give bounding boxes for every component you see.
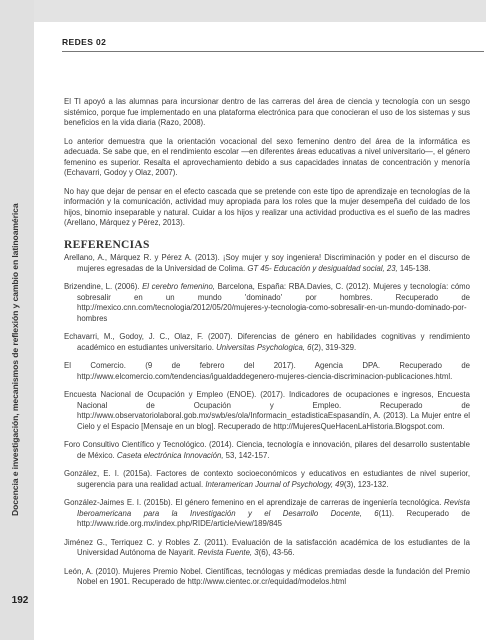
sidebar-vertical-title: Docencia e investigación, mecanismos de reflexión y cambio en latinoamérica: [10, 203, 20, 516]
reference-item: Jiménez G., Terriquez C. y Robles Z. (2011). Evaluación de la satisfacción académica de los estudiantes de la Universidad Autónoma de Nayarit. Revista Fuente, 3(6), 43-56.: [64, 537, 470, 557]
reference-item: Foro Consultivo Científico y Tecnológico. (2014). Ciencia, tecnología e innovación, pilares del desarrollo sustentable de México. Caseta electrónica Innovación, 53, 142-157.: [64, 440, 470, 460]
header-rule: [62, 51, 484, 52]
reference-item: Arellano, A., Márquez R. y Pérez A. (2013). ¡Soy mujer y soy ingeniera! Discriminación y poder en el discurso de mujeres egresadas de la Universidad de Colima. GT 45- Educación y desigualdad social, 23, 145-138.: [64, 253, 470, 273]
running-header: REDES 02: [62, 37, 107, 47]
page-number: 192: [11, 595, 29, 606]
references-list: [64, 253, 470, 588]
reference-item: Echavarri, M., Godoy, J. C., Olaz, F. (2007). Diferencias de género en habilidades cognitivas y rendimiento académico en estudiantes universitario. Universitas Psychologica, 6(2), 319-329.: [64, 332, 470, 352]
reference-item: González, E. I. (2015a). Factores de contexto socioeconómicos y educativos en estudiantes de nivel superior, sugerencia para una realidad actual. Interamerican Journal of Psychology, 49(3), 123-132.: [64, 469, 470, 489]
paragraph: Lo anterior demuestra que la orientación vocacional del sexo femenino dentro del área de la informática es adecuada. Se sabe que, en el rendimiento escolar —en diferentes áreas educativas a nivel universitario—, el género femenino es superior. Resalta el aprovechamiento debido a sus capacidades innatas de concentración y menoría (Echavarri, Godoy y Olaz, 2007).: [64, 136, 470, 177]
page-body: [64, 97, 470, 596]
reference-item: El Comercio. (9 de febrero del 2017). Agencia DPA. Recuperado de http://www.elcomercio.com/tendencias/igualdaddegenero-mujeres-ciencia-discriminacion-publicaciones.html.: [64, 361, 470, 381]
reference-item: Encuesta Nacional de Ocupación y Empleo (ENOE). (2017). Indicadores de ocupaciones e ingresos, Encuesta Nacional de Ocupación y Empleo. Recuperado de http://www.observatoriolaboral.gob.mx/swb/es/ola/Informacin_estadisticaEspasandín, A. (2013). La Mujer entre el Cielo y el Espacio [Mensaje en un blog]. Recuperado de http://MujeresQueHacenLaHistoria.Blogspot.com.: [64, 390, 470, 431]
top-bar: [0, 0, 486, 22]
reference-item: Brizendine, L. (2006). El cerebro femenino, Barcelona, España: RBA.Davies, C. (2012). Mujeres y tecnología: cómo sobresalir en un mundo 'dominado' por hombres. Recuperado de http://mexico.cnn.com/tecnologia/2012/05/20/mujeres-y-tecnologia-como-sobresalir-en-un-mundo-dominado-por-hombres: [64, 282, 470, 323]
paragraph: El TI apoyó a las alumnas para incursionar dentro de las carreras del área de ciencia y tecnología con un sesgo sistémico, porque fue implementado en una plataforma electrónica para que conocieran el uso de los sistemas y sus beneficios en la vida diaria (Razo, 2008).: [64, 97, 470, 127]
references-heading: REFERENCIAS: [64, 238, 150, 251]
paragraph: No hay que dejar de pensar en el efecto cascada que se pretende con este tipo de aprendizaje en tecnologías de la información y la comunicación, actividad muy apropiada para los roles que la mujer desempeña del cuidado de los hijos, binomio inseparable y natural. Cuidar a los hijos y realizar una actividad productiva es el sueño de las madres (Arellano, Márquez y Pérez, 2013).: [64, 186, 470, 227]
reference-item: González-Jaimes E. I. (2015b). El género femenino en el aprendizaje de carreras de ingeniería tecnológica. Revista Iberoamericana para la Investigación y el Desarrollo Docente, 6(11). Recuperado de http://www.ride.org.mx/index.php/RIDE/article/view/189/845: [64, 498, 470, 528]
reference-item: León, A. (2010). Mujeres Premio Nobel. Científicas, tecnólogas y médicas premiadas desde la fundación del Premio Nobel en 1901. Recuperado de http://www.cientec.or.cr/equidad/modelos.html: [64, 566, 470, 586]
sidebar: [0, 0, 34, 640]
